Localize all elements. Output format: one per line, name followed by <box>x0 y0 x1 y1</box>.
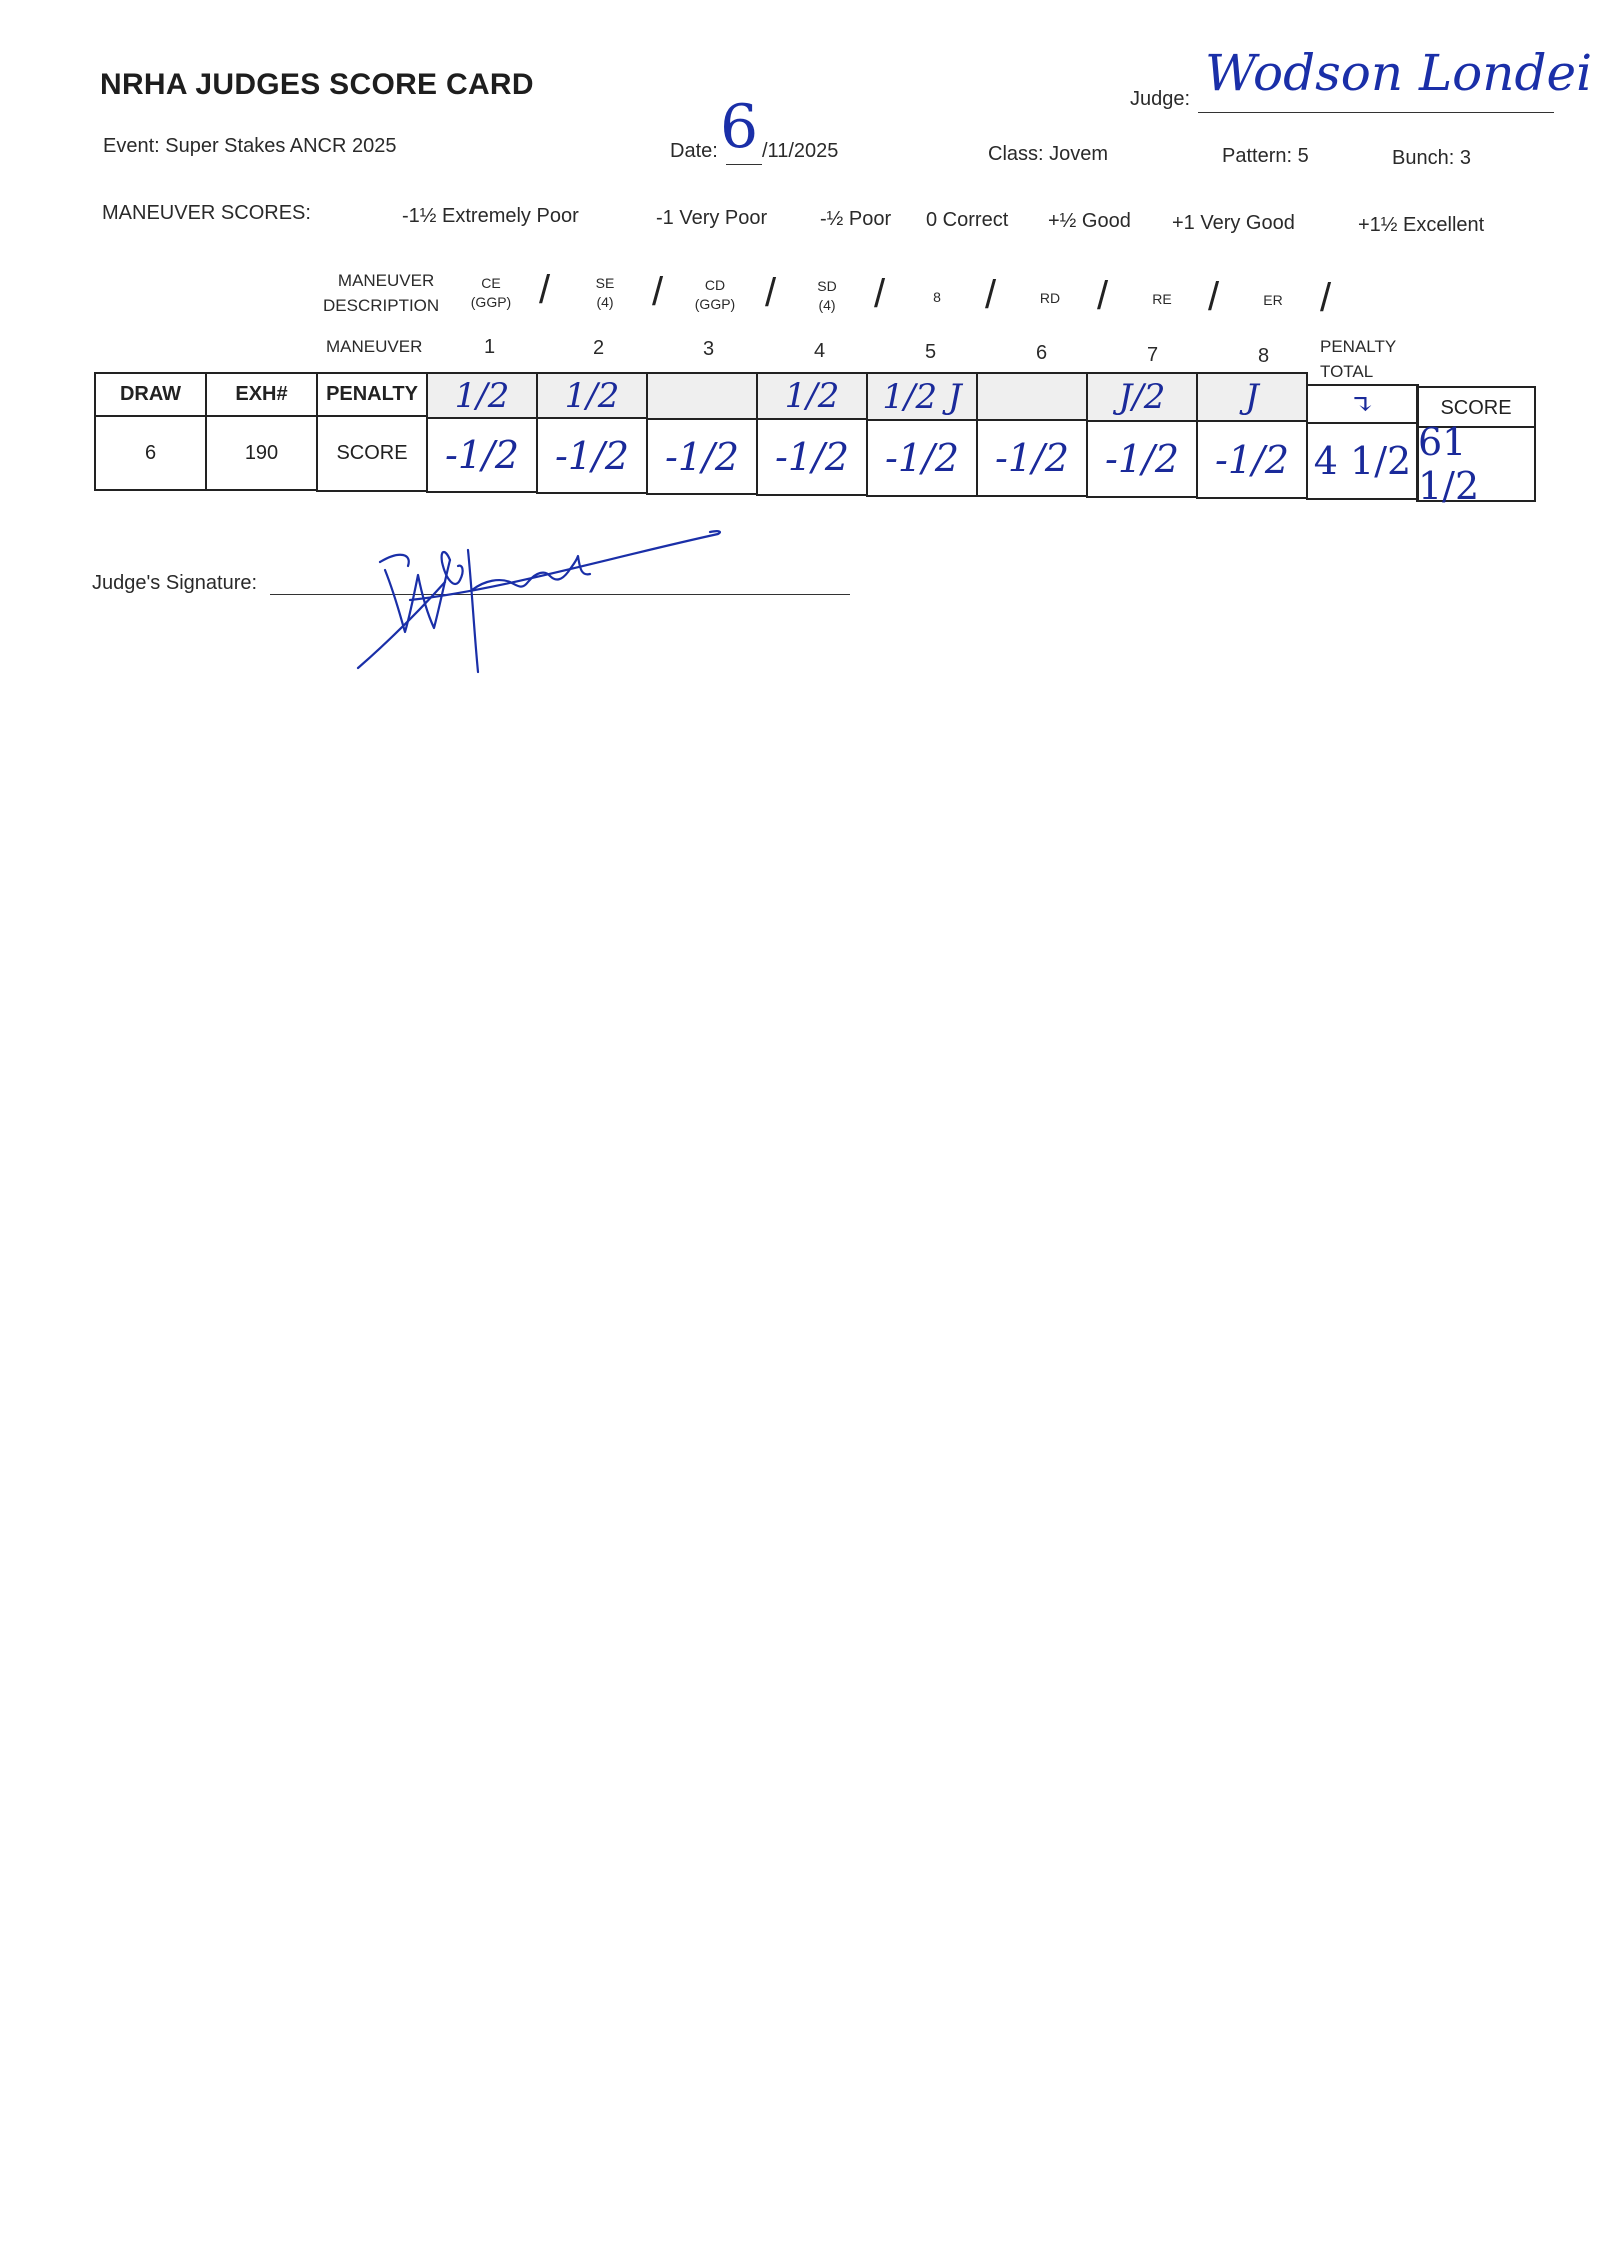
scale-item: -½ Poor <box>820 208 892 230</box>
separator-slash: / <box>652 270 664 314</box>
date-rest: /11/2025 <box>762 140 839 162</box>
maneuver-number: 4 <box>814 340 826 362</box>
separator-slash: / <box>765 271 777 315</box>
draw-value: 6 <box>94 415 207 491</box>
separator-slash: / <box>539 268 551 312</box>
penalty-total-cell: ↴ <box>1306 384 1419 424</box>
maneuver-desc-7: RE <box>1152 291 1172 307</box>
separator-slash: / <box>985 273 997 317</box>
maneuver-desc-1: CE (GGP) <box>470 275 512 310</box>
scale-item: -1 Very Poor <box>656 207 768 229</box>
penalty-cell: J <box>1196 372 1308 422</box>
judge-label: Judge: <box>1130 88 1191 110</box>
maneuver-scores-label: MANEUVER SCORES: <box>102 202 311 224</box>
maneuver-score-cell: -1/2 <box>756 418 868 496</box>
scale-item: +1½ Excellent <box>1358 214 1485 236</box>
maneuver-score-cell: -1/2 <box>426 417 538 493</box>
date-day-line <box>726 164 762 165</box>
separator-slash: / <box>1097 274 1109 318</box>
penalty-cell: J/2 <box>1086 372 1198 422</box>
maneuver-score-cell: -1/2 <box>866 419 978 497</box>
maneuver-number: 7 <box>1147 344 1159 366</box>
bunch-text: Bunch: 3 <box>1392 147 1471 169</box>
scale-item: +1 Very Good <box>1172 212 1295 234</box>
maneuver-desc-2: SE (4) <box>595 275 615 310</box>
penalty-total-label: PENALTY TOTAL <box>1320 337 1397 381</box>
penalty-cell: 1/2 J <box>866 372 978 421</box>
score-label: SCORE <box>316 415 428 492</box>
separator-slash: / <box>1320 276 1332 320</box>
final-score-value: 61 1/2 <box>1416 426 1536 502</box>
maneuver-number: 6 <box>1036 342 1048 364</box>
signature-label: Judge's Signature: <box>92 572 258 594</box>
penalty-cell: 1/2 <box>426 372 538 419</box>
maneuver-number: 5 <box>925 341 937 363</box>
maneuver-number: 1 <box>484 336 496 358</box>
maneuver-description-label: MANEUVER DESCRIPTION <box>323 271 440 315</box>
judge-signature-image <box>350 520 730 680</box>
penalty-cell <box>646 372 758 420</box>
maneuver-number-label: MANEUVER <box>326 337 423 356</box>
class-text: Class: Jovem <box>988 143 1109 165</box>
pattern-text: Pattern: 5 <box>1222 145 1309 167</box>
maneuver-score-cell: -1/2 <box>1086 420 1198 498</box>
maneuver-score-cell: -1/2 <box>646 418 758 495</box>
penalty-cell: 1/2 <box>536 372 648 419</box>
judge-name-line <box>1198 112 1554 113</box>
maneuver-number: 8 <box>1258 345 1270 367</box>
maneuver-desc-3: CD (GGP) <box>694 277 736 312</box>
header-exh: EXH# <box>205 372 318 417</box>
maneuver-desc-4: SD (4) <box>817 278 837 313</box>
header-score: SCORE <box>1416 386 1536 428</box>
separator-slash: / <box>1208 275 1220 319</box>
header-penalty: PENALTY <box>316 372 428 417</box>
header-draw: DRAW <box>94 372 207 417</box>
maneuver-number: 2 <box>593 337 605 359</box>
penalty-total-value: 4 1/2 <box>1306 422 1419 500</box>
maneuver-desc-8: ER <box>1263 292 1283 308</box>
penalty-cell: 1/2 <box>756 372 868 420</box>
maneuver-score-cell: -1/2 <box>976 419 1088 497</box>
date-day-handwritten: 6 <box>720 92 759 162</box>
event-text: Event: Super Stakes ANCR 2025 <box>103 135 397 157</box>
scale-item: -1½ Extremely Poor <box>402 205 579 227</box>
maneuver-desc-6: RD <box>1039 290 1061 306</box>
card-title: NRHA JUDGES SCORE CARD <box>100 68 534 101</box>
date-label: Date: <box>670 140 718 162</box>
scale-item: +½ Good <box>1048 210 1131 232</box>
penalty-cell <box>976 372 1088 421</box>
maneuver-score-cell: -1/2 <box>1196 420 1308 499</box>
separator-slash: / <box>874 272 886 316</box>
maneuver-number: 3 <box>703 338 715 360</box>
maneuver-desc-5: 8 <box>933 289 941 305</box>
maneuver-score-cell: -1/2 <box>536 417 648 494</box>
judge-name-handwritten: Wodson Londei <box>1205 44 1593 102</box>
exh-value: 190 <box>205 415 318 491</box>
scale-item: 0 Correct <box>926 209 1009 231</box>
